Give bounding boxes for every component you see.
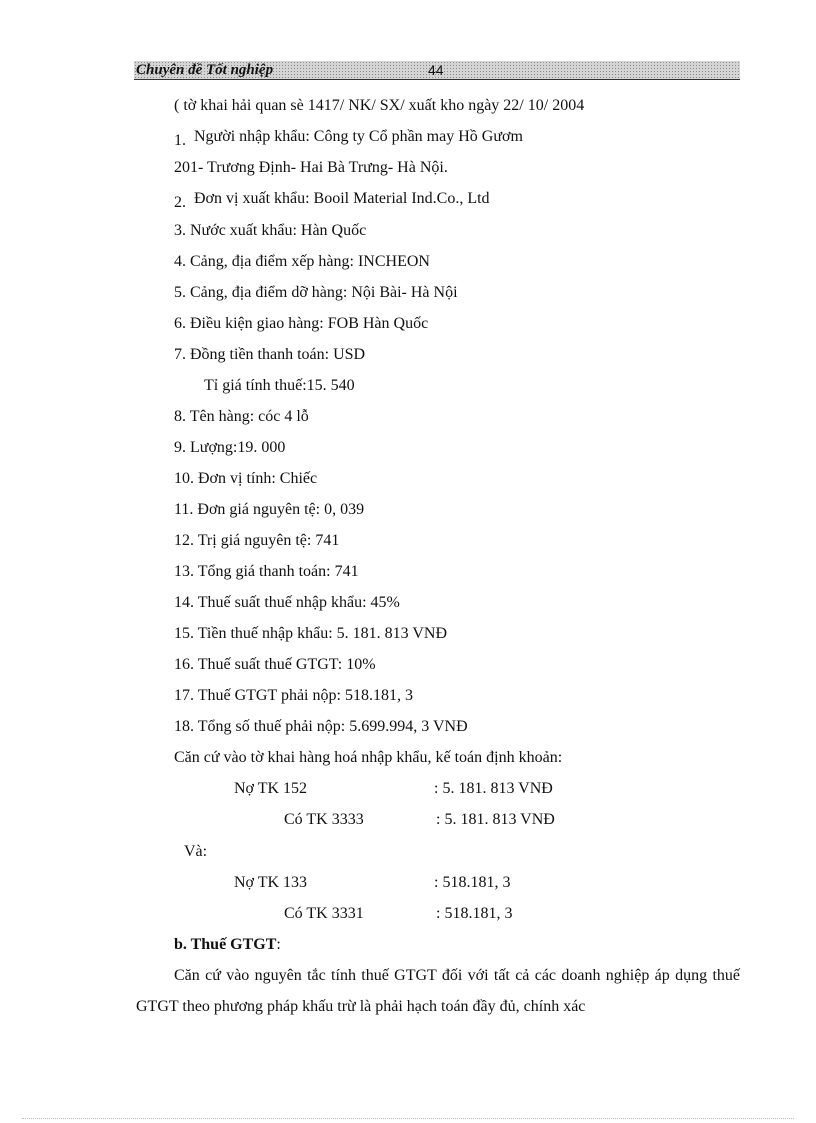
section-heading-colon: : xyxy=(276,936,281,953)
list-item-quantity: 9. Lượng:19. 000 xyxy=(174,439,286,456)
section-heading-vat xyxy=(174,935,281,955)
importer-address: 201- Trương Định- Hai Bà Trưng- Hà Nội. xyxy=(174,159,448,176)
list-item-unit: 10. Đơn vị tính: Chiếc xyxy=(174,470,318,487)
list-item-loading-port: 4. Cảng, địa điểm xếp hàng: INCHEON xyxy=(174,253,430,270)
debit-label-tk133: Nợ TK 133 xyxy=(234,874,308,891)
list-item-total-tax: 18. Tổng số thuế phải nộp: 5.699.994, 3 VNĐ xyxy=(174,718,468,735)
list-item-currency: 7. Đồng tiền thanh toán: USD xyxy=(174,346,366,363)
exchange-rate: Tỉ giá tính thuế:15. 540 xyxy=(204,377,355,394)
list-item-original-value: 12. Trị giá nguyên tệ: 741 xyxy=(174,532,340,549)
credit-label-tk3333: Có TK 3333 xyxy=(284,811,364,828)
section-heading-text: b. Thuế GTGT xyxy=(174,936,277,953)
credit-value-tk3333: : 5. 181. 813 VNĐ xyxy=(436,811,555,828)
list-item-vat-payable: 17. Thuế GTGT phải nộp: 518.181, 3 xyxy=(174,687,413,704)
list-item-text: Người nhập khẩu: Công ty Cổ phần may Hồ Gươm xyxy=(194,128,523,145)
debit-label-tk152: Nợ TK 152 xyxy=(234,780,308,797)
page-bottom-divider xyxy=(22,1118,794,1119)
debit-value-tk152: : 5. 181. 813 VNĐ xyxy=(434,780,553,797)
page-number: 44 xyxy=(428,62,444,78)
page-header xyxy=(134,61,740,80)
list-item-exporter xyxy=(174,189,490,209)
list-item-importer xyxy=(174,127,523,147)
list-item-goods-name: 8. Tên hàng: cóc 4 lỗ xyxy=(174,408,309,425)
accounting-basis: Căn cứ vào tờ khai hàng hoá nhập khẩu, kế toán định khoản: xyxy=(174,749,563,766)
list-item-text: Đơn vị xuất khẩu: Booil Material Ind.Co., Ltd xyxy=(194,190,490,207)
debit-value-tk133: : 518.181, 3 xyxy=(434,874,511,891)
document-title: Chuyên đề Tốt nghiệp xyxy=(136,62,274,78)
list-item-delivery-terms: 6. Điều kiện giao hàng: FOB Hàn Quốc xyxy=(174,315,429,332)
list-item-export-country: 3. Nước xuất khẩu: Hàn Quốc xyxy=(174,222,367,239)
list-item-import-tax-amount: 15. Tiền thuế nhập khẩu: 5. 181. 813 VNĐ xyxy=(174,625,448,642)
list-item-total-payment: 13. Tổng giá thanh toán: 741 xyxy=(174,563,359,580)
and-label: Và: xyxy=(184,843,208,860)
list-item-unit-price: 11. Đơn giá nguyên tệ: 0, 039 xyxy=(174,501,365,518)
customs-declaration-intro: ( tờ khai hải quan sè 1417/ NK/ SX/ xuất kho ngày 22/ 10/ 2004 xyxy=(174,97,585,114)
vat-paragraph: Căn cứ vào nguyên tắc tính thuế GTGT đối với tất cả các doanh nghiệp áp dụng thuế GTGT theo phương pháp khấu trừ là phải hạch toán đầy đủ, chính xác xyxy=(136,967,740,1015)
list-item-import-tax-rate: 14. Thuế suất thuế nhập khẩu: 45% xyxy=(174,594,400,611)
credit-value-tk3331: : 518.181, 3 xyxy=(436,905,513,922)
credit-label-tk3331: Có TK 3331 xyxy=(284,905,364,922)
list-number: 2. xyxy=(174,194,186,211)
list-item-unloading-port: 5. Cảng, địa điểm dỡ hàng: Nội Bài- Hà Nội xyxy=(174,284,458,301)
list-item-vat-rate: 16. Thuế suất thuế GTGT: 10% xyxy=(174,656,376,673)
list-number: 1. xyxy=(174,132,186,149)
